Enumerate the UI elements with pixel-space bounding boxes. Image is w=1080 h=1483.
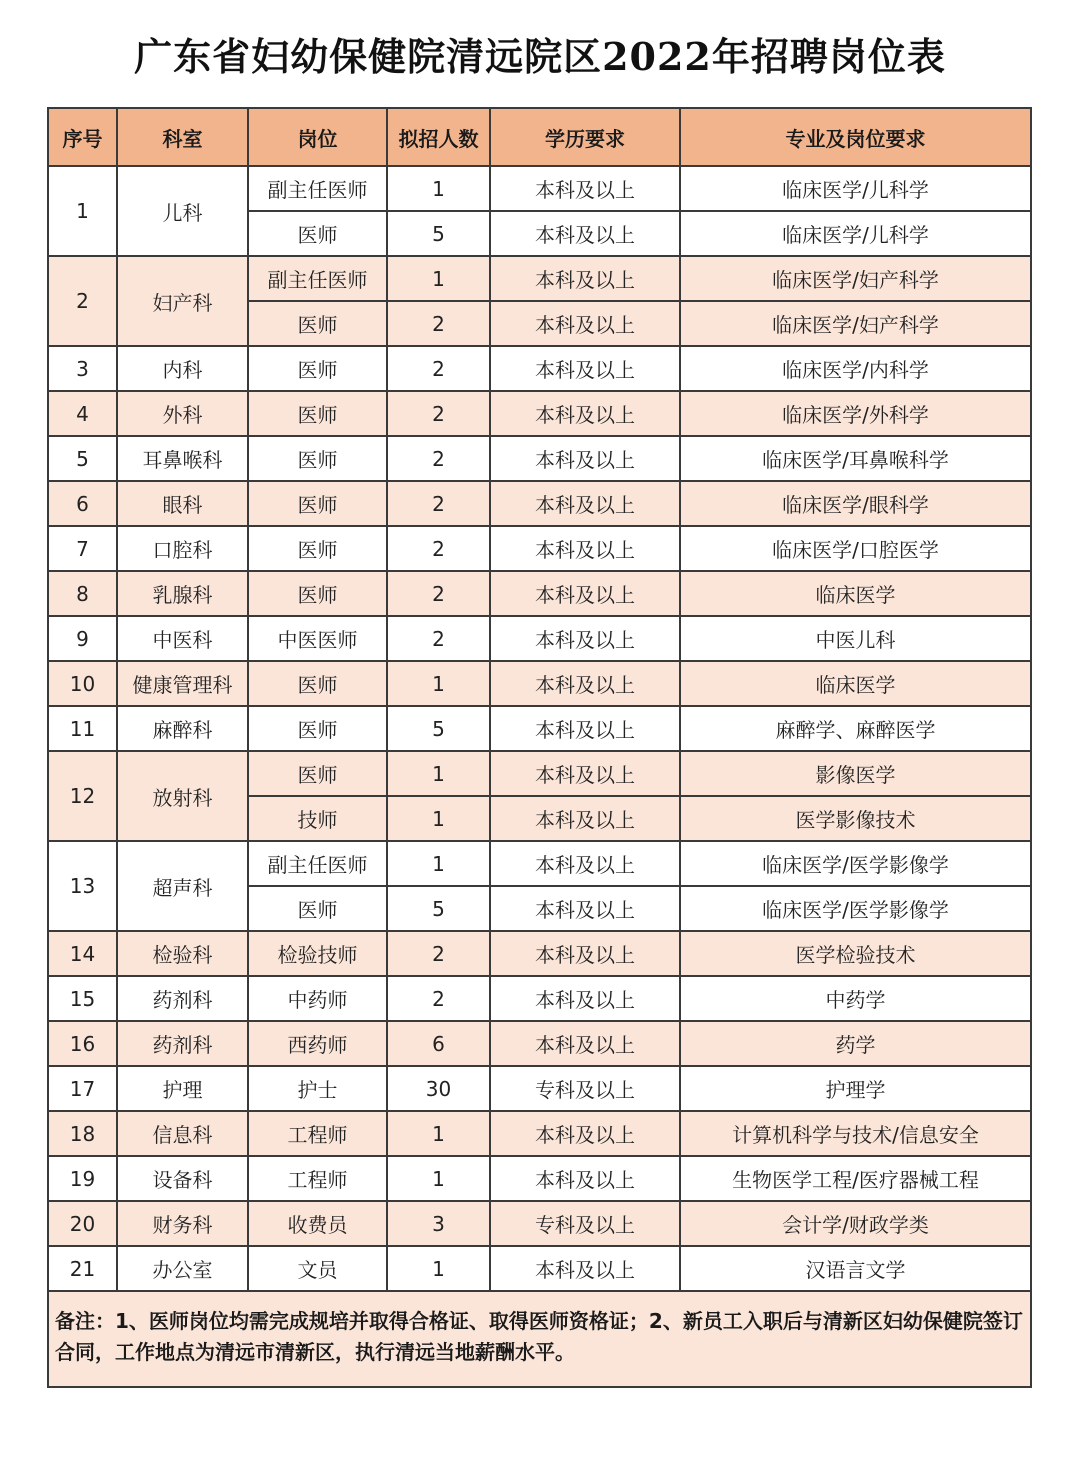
cell-post: 文员 (248, 1246, 387, 1291)
table-row (48, 166, 1031, 211)
cell-count: 1 (387, 841, 490, 886)
cell-dept: 办公室 (117, 1246, 248, 1291)
cell-count: 1 (387, 1246, 490, 1291)
cell-count: 30 (387, 1066, 490, 1111)
cell-count: 2 (387, 346, 490, 391)
cell-major: 影像医学 (680, 751, 1031, 796)
cell-seq: 13 (48, 841, 117, 931)
cell-dept: 药剂科 (117, 976, 248, 1021)
header-post: 岗位 (248, 108, 387, 166)
cell-major: 会计学/财政学类 (680, 1201, 1031, 1246)
table-row (48, 1201, 1031, 1246)
table-row (48, 1246, 1031, 1291)
cell-edu: 本科及以上 (490, 931, 680, 976)
cell-dept: 眼科 (117, 481, 248, 526)
cell-dept: 放射科 (117, 751, 248, 841)
cell-edu: 专科及以上 (490, 1066, 680, 1111)
cell-post: 副主任医师 (248, 166, 387, 211)
cell-count: 1 (387, 796, 490, 841)
cell-edu: 本科及以上 (490, 1156, 680, 1201)
cell-seq: 1 (48, 166, 117, 256)
cell-seq: 12 (48, 751, 117, 841)
cell-seq: 16 (48, 1021, 117, 1066)
remarks-note: 备注：1、医师岗位均需完成规培并取得合格证、取得医师资格证；2、新员工入职后与清新区妇幼保健院签订合同，工作地点为清远市清新区，执行清远当地薪酬水平。 (48, 1291, 1031, 1387)
cell-edu: 本科及以上 (490, 256, 680, 301)
cell-seq: 3 (48, 346, 117, 391)
cell-major: 医学影像技术 (680, 796, 1031, 841)
table-row (48, 481, 1031, 526)
table-row (48, 616, 1031, 661)
cell-dept: 检验科 (117, 931, 248, 976)
cell-dept: 超声科 (117, 841, 248, 931)
cell-count: 1 (387, 751, 490, 796)
recruitment-table (47, 107, 1032, 1388)
cell-post: 中医医师 (248, 616, 387, 661)
cell-major: 汉语言文学 (680, 1246, 1031, 1291)
cell-count: 2 (387, 391, 490, 436)
table-row (48, 1111, 1031, 1156)
cell-dept: 外科 (117, 391, 248, 436)
cell-dept: 乳腺科 (117, 571, 248, 616)
cell-edu: 本科及以上 (490, 526, 680, 571)
table-row (48, 346, 1031, 391)
cell-major: 临床医学/妇产科学 (680, 301, 1031, 346)
cell-edu: 本科及以上 (490, 391, 680, 436)
cell-major: 麻醉学、麻醉医学 (680, 706, 1031, 751)
table-row (48, 1066, 1031, 1111)
cell-major: 临床医学/口腔医学 (680, 526, 1031, 571)
cell-post: 副主任医师 (248, 256, 387, 301)
table-row (48, 391, 1031, 436)
cell-count: 2 (387, 931, 490, 976)
header-edu: 学历要求 (490, 108, 680, 166)
cell-edu: 本科及以上 (490, 841, 680, 886)
table-row (48, 436, 1031, 481)
header-dept: 科室 (117, 108, 248, 166)
table-row (48, 256, 1031, 301)
table-row (48, 1156, 1031, 1201)
cell-count: 2 (387, 301, 490, 346)
cell-post: 医师 (248, 571, 387, 616)
cell-major: 药学 (680, 1021, 1031, 1066)
cell-count: 2 (387, 616, 490, 661)
cell-major: 临床医学/耳鼻喉科学 (680, 436, 1031, 481)
cell-major: 临床医学 (680, 661, 1031, 706)
cell-edu: 本科及以上 (490, 1246, 680, 1291)
cell-seq: 6 (48, 481, 117, 526)
cell-major: 护理学 (680, 1066, 1031, 1111)
cell-dept: 健康管理科 (117, 661, 248, 706)
cell-seq: 15 (48, 976, 117, 1021)
header-major: 专业及岗位要求 (680, 108, 1031, 166)
cell-dept: 妇产科 (117, 256, 248, 346)
cell-dept: 中医科 (117, 616, 248, 661)
cell-edu: 本科及以上 (490, 571, 680, 616)
cell-seq: 5 (48, 436, 117, 481)
cell-major: 临床医学 (680, 571, 1031, 616)
cell-count: 1 (387, 166, 490, 211)
cell-edu: 本科及以上 (490, 661, 680, 706)
cell-post: 医师 (248, 346, 387, 391)
cell-seq: 10 (48, 661, 117, 706)
cell-edu: 本科及以上 (490, 301, 680, 346)
cell-count: 1 (387, 661, 490, 706)
cell-count: 2 (387, 481, 490, 526)
cell-count: 5 (387, 211, 490, 256)
table-row (48, 661, 1031, 706)
cell-post: 副主任医师 (248, 841, 387, 886)
cell-dept: 内科 (117, 346, 248, 391)
cell-post: 医师 (248, 661, 387, 706)
cell-post: 检验技师 (248, 931, 387, 976)
cell-major: 中药学 (680, 976, 1031, 1021)
cell-count: 1 (387, 1156, 490, 1201)
cell-count: 2 (387, 526, 490, 571)
cell-count: 6 (387, 1021, 490, 1066)
table-row (48, 706, 1031, 751)
cell-edu: 本科及以上 (490, 796, 680, 841)
cell-post: 医师 (248, 751, 387, 796)
cell-count: 1 (387, 256, 490, 301)
cell-edu: 本科及以上 (490, 436, 680, 481)
cell-edu: 专科及以上 (490, 1201, 680, 1246)
cell-seq: 20 (48, 1201, 117, 1246)
header-count: 拟招人数 (387, 108, 490, 166)
cell-dept: 耳鼻喉科 (117, 436, 248, 481)
table-row (48, 976, 1031, 1021)
cell-count: 5 (387, 886, 490, 931)
cell-seq: 2 (48, 256, 117, 346)
cell-dept: 口腔科 (117, 526, 248, 571)
cell-major: 计算机科学与技术/信息安全 (680, 1111, 1031, 1156)
cell-edu: 本科及以上 (490, 481, 680, 526)
cell-edu: 本科及以上 (490, 706, 680, 751)
cell-major: 生物医学工程/医疗器械工程 (680, 1156, 1031, 1201)
cell-edu: 本科及以上 (490, 211, 680, 256)
cell-major: 临床医学/妇产科学 (680, 256, 1031, 301)
cell-count: 2 (387, 976, 490, 1021)
cell-major: 中医儿科 (680, 616, 1031, 661)
cell-major: 临床医学/医学影像学 (680, 886, 1031, 931)
cell-post: 工程师 (248, 1111, 387, 1156)
cell-post: 医师 (248, 436, 387, 481)
cell-dept: 设备科 (117, 1156, 248, 1201)
cell-post: 医师 (248, 886, 387, 931)
cell-dept: 财务科 (117, 1201, 248, 1246)
cell-major: 医学检验技术 (680, 931, 1031, 976)
cell-post: 医师 (248, 706, 387, 751)
cell-major: 临床医学/外科学 (680, 391, 1031, 436)
cell-seq: 18 (48, 1111, 117, 1156)
cell-edu: 本科及以上 (490, 1111, 680, 1156)
cell-post: 西药师 (248, 1021, 387, 1066)
cell-seq: 14 (48, 931, 117, 976)
cell-post: 医师 (248, 211, 387, 256)
cell-major: 临床医学/儿科学 (680, 211, 1031, 256)
cell-seq: 9 (48, 616, 117, 661)
cell-post: 医师 (248, 391, 387, 436)
cell-count: 1 (387, 1111, 490, 1156)
cell-dept: 儿科 (117, 166, 248, 256)
cell-major: 临床医学/儿科学 (680, 166, 1031, 211)
table-row (48, 931, 1031, 976)
cell-post: 医师 (248, 301, 387, 346)
cell-post: 收费员 (248, 1201, 387, 1246)
cell-major: 临床医学/眼科学 (680, 481, 1031, 526)
cell-edu: 本科及以上 (490, 886, 680, 931)
cell-major: 临床医学/医学影像学 (680, 841, 1031, 886)
cell-seq: 19 (48, 1156, 117, 1201)
table-row (48, 526, 1031, 571)
table-row (48, 1021, 1031, 1066)
cell-edu: 本科及以上 (490, 616, 680, 661)
cell-count: 3 (387, 1201, 490, 1246)
page-title: 广东省妇幼保健院清远院区2022年招聘岗位表 (134, 34, 946, 79)
cell-dept: 麻醉科 (117, 706, 248, 751)
header-seq: 序号 (48, 108, 117, 166)
cell-edu: 本科及以上 (490, 1021, 680, 1066)
note-row (48, 1291, 1031, 1387)
cell-seq: 17 (48, 1066, 117, 1111)
cell-count: 2 (387, 436, 490, 481)
cell-seq: 7 (48, 526, 117, 571)
cell-dept: 信息科 (117, 1111, 248, 1156)
cell-post: 技师 (248, 796, 387, 841)
cell-seq: 8 (48, 571, 117, 616)
cell-post: 医师 (248, 526, 387, 571)
table-header-row (48, 108, 1031, 166)
cell-seq: 21 (48, 1246, 117, 1291)
table-row (48, 571, 1031, 616)
cell-seq: 4 (48, 391, 117, 436)
cell-post: 医师 (248, 481, 387, 526)
cell-major: 临床医学/内科学 (680, 346, 1031, 391)
cell-seq: 11 (48, 706, 117, 751)
cell-dept: 药剂科 (117, 1021, 248, 1066)
cell-post: 护士 (248, 1066, 387, 1111)
cell-count: 2 (387, 571, 490, 616)
table-row (48, 841, 1031, 886)
cell-edu: 本科及以上 (490, 976, 680, 1021)
cell-edu: 本科及以上 (490, 166, 680, 211)
cell-post: 工程师 (248, 1156, 387, 1201)
cell-edu: 本科及以上 (490, 751, 680, 796)
cell-count: 5 (387, 706, 490, 751)
cell-dept: 护理 (117, 1066, 248, 1111)
cell-post: 中药师 (248, 976, 387, 1021)
cell-edu: 本科及以上 (490, 346, 680, 391)
table-row (48, 751, 1031, 796)
